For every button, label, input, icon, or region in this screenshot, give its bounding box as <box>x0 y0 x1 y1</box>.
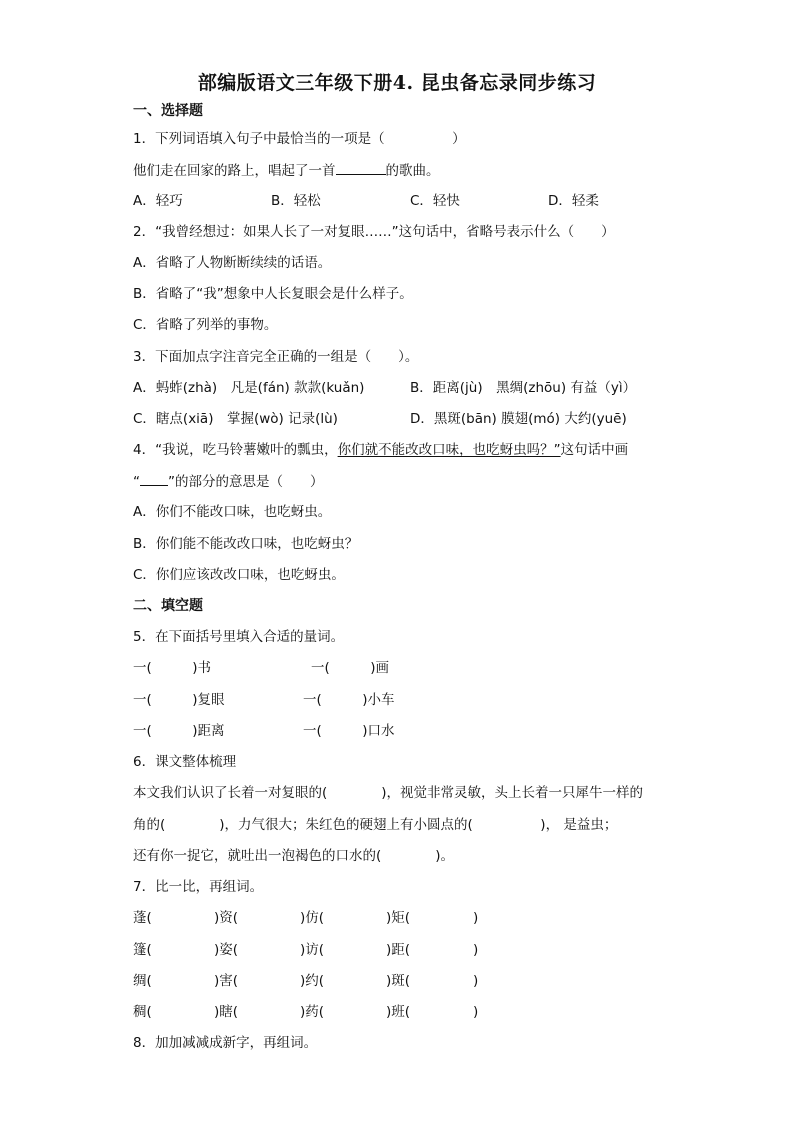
question-4-underlined-phrase: 你们就不能改改口味，也吃蚜虫吗？” <box>337 442 561 458</box>
question-6-line-3: 还有你一捉它，就吐出一泡褐色的口水的( )。 <box>133 848 455 864</box>
compare-char-cell: )药( <box>300 1004 325 1020</box>
section-heading-choice: 一、选择题 <box>133 103 203 119</box>
question-4-stem-line-2 <box>133 471 324 492</box>
measure-word-item[interactable]: 一( )小车 <box>303 692 395 708</box>
measure-word-item[interactable]: 一( )口水 <box>303 723 395 739</box>
compare-char-cell: ) <box>473 1004 479 1020</box>
question-3-option-b: B．距离(jù) 黑绸(zhōu) 有益（yì） <box>410 380 637 396</box>
question-2-option-a: A．省略了人物断断续续的话语。 <box>133 255 332 271</box>
question-1-sentence <box>133 160 440 181</box>
question-4-option-c: C．你们应该改改口味，也吃蚜虫。 <box>133 567 345 583</box>
question-4-option-b: B．你们能不能改改口味，也吃蚜虫？ <box>133 536 359 552</box>
answer-blank[interactable] <box>336 160 386 175</box>
question-4-stem <box>133 440 628 460</box>
section-heading-fill: 二、填空题 <box>133 598 203 614</box>
question-1-option-b: B．轻松 <box>271 193 321 209</box>
compare-char-cell: )害( <box>214 973 239 989</box>
measure-word-item[interactable]: 一( )书 <box>133 660 212 676</box>
question-2-stem: 2．“我曾经想过：如果人长了一对复眼……”这句话中，省略号表示什么（ ） <box>133 224 615 240</box>
compare-char-cell: )约( <box>300 973 325 989</box>
question-4-option-a: A．你们不能改口味，也吃蚜虫。 <box>133 504 332 520</box>
compare-char-cell: )距( <box>386 942 411 958</box>
question-3-stem: 3．下面加点字注音完全正确的一组是（ ）。 <box>133 349 419 365</box>
question-4-stem-part-c: ”的部分的意思是（ ） <box>168 474 324 490</box>
question-3-option-d: D．黑斑(bān) 膜翅(mó) 大约(yuē) <box>410 411 627 427</box>
measure-word-item[interactable]: 一( )复眼 <box>133 692 225 708</box>
compare-char-cell: ) <box>473 942 479 958</box>
question-4-stem-part-a: 4．“我说，吃马铃薯嫩叶的瓢虫， <box>133 442 338 458</box>
measure-word-item[interactable]: 一( )画 <box>311 660 390 676</box>
question-1-option-d: D．轻柔 <box>548 193 599 209</box>
question-5-stem: 5．在下面括号里填入合适的量词。 <box>133 629 345 645</box>
compare-char-cell: )班( <box>386 1004 411 1020</box>
underline-sample <box>140 471 168 486</box>
question-3-option-c: C．瞎点(xiā) 掌握(wò) 记录(lù) <box>133 411 338 427</box>
compare-char-cell: )仿( <box>300 910 325 926</box>
question-1-option-a: A．轻巧 <box>133 193 183 209</box>
question-3-option-a: A．蚂蚱(zhà) 凡是(fán) 款款(kuǎn) <box>133 380 365 396</box>
compare-char-cell: 蓬( <box>133 910 152 926</box>
compare-char-cell: 篷( <box>133 942 152 958</box>
compare-char-cell: 绸( <box>133 973 152 989</box>
compare-char-cell: )资( <box>214 910 239 926</box>
question-2-option-c: C．省略了列举的事物。 <box>133 317 278 333</box>
question-1-stem: 1．下列词语填入句子中最恰当的一项是（ ） <box>133 131 466 147</box>
question-2-option-b: B．省略了“我”想象中人长复眼会是什么样子。 <box>133 286 413 302</box>
page-title: 部编版语文三年级下册4. 昆虫备忘录同步练习 <box>197 72 597 94</box>
compare-char-cell: 稠( <box>133 1004 152 1020</box>
question-1-sentence-part-a: 他们走在回家的路上，唱起了一首 <box>133 163 336 179</box>
compare-char-cell: )斑( <box>386 973 411 989</box>
compare-char-cell: )姿( <box>214 942 239 958</box>
question-8-stem: 8．加加减减成新字，再组词。 <box>133 1035 318 1051</box>
compare-char-cell: )瞎( <box>214 1004 239 1020</box>
question-6-line-2: 角的( )，力气很大；朱红色的硬翅上有小圆点的( )， 是益虫； <box>133 817 618 833</box>
compare-char-cell: )矩( <box>386 910 411 926</box>
question-4-stem-part-b: 这句话中画 <box>560 442 629 458</box>
question-4-quote-open: “ <box>133 474 140 490</box>
question-1-sentence-part-b: 的歌曲。 <box>385 163 440 179</box>
measure-word-item[interactable]: 一( )距离 <box>133 723 225 739</box>
compare-char-cell: )访( <box>300 942 325 958</box>
compare-char-cell: ) <box>473 973 479 989</box>
compare-char-cell: ) <box>473 910 479 926</box>
question-7-stem: 7．比一比，再组词。 <box>133 879 264 895</box>
question-1-option-c: C．轻快 <box>410 193 460 209</box>
question-6-stem: 6．课文整体梳理 <box>133 754 237 770</box>
question-6-line-1: 本文我们认识了长着一对复眼的( )，视觉非常灵敏，头上长着一只犀牛一样的 <box>133 785 644 801</box>
